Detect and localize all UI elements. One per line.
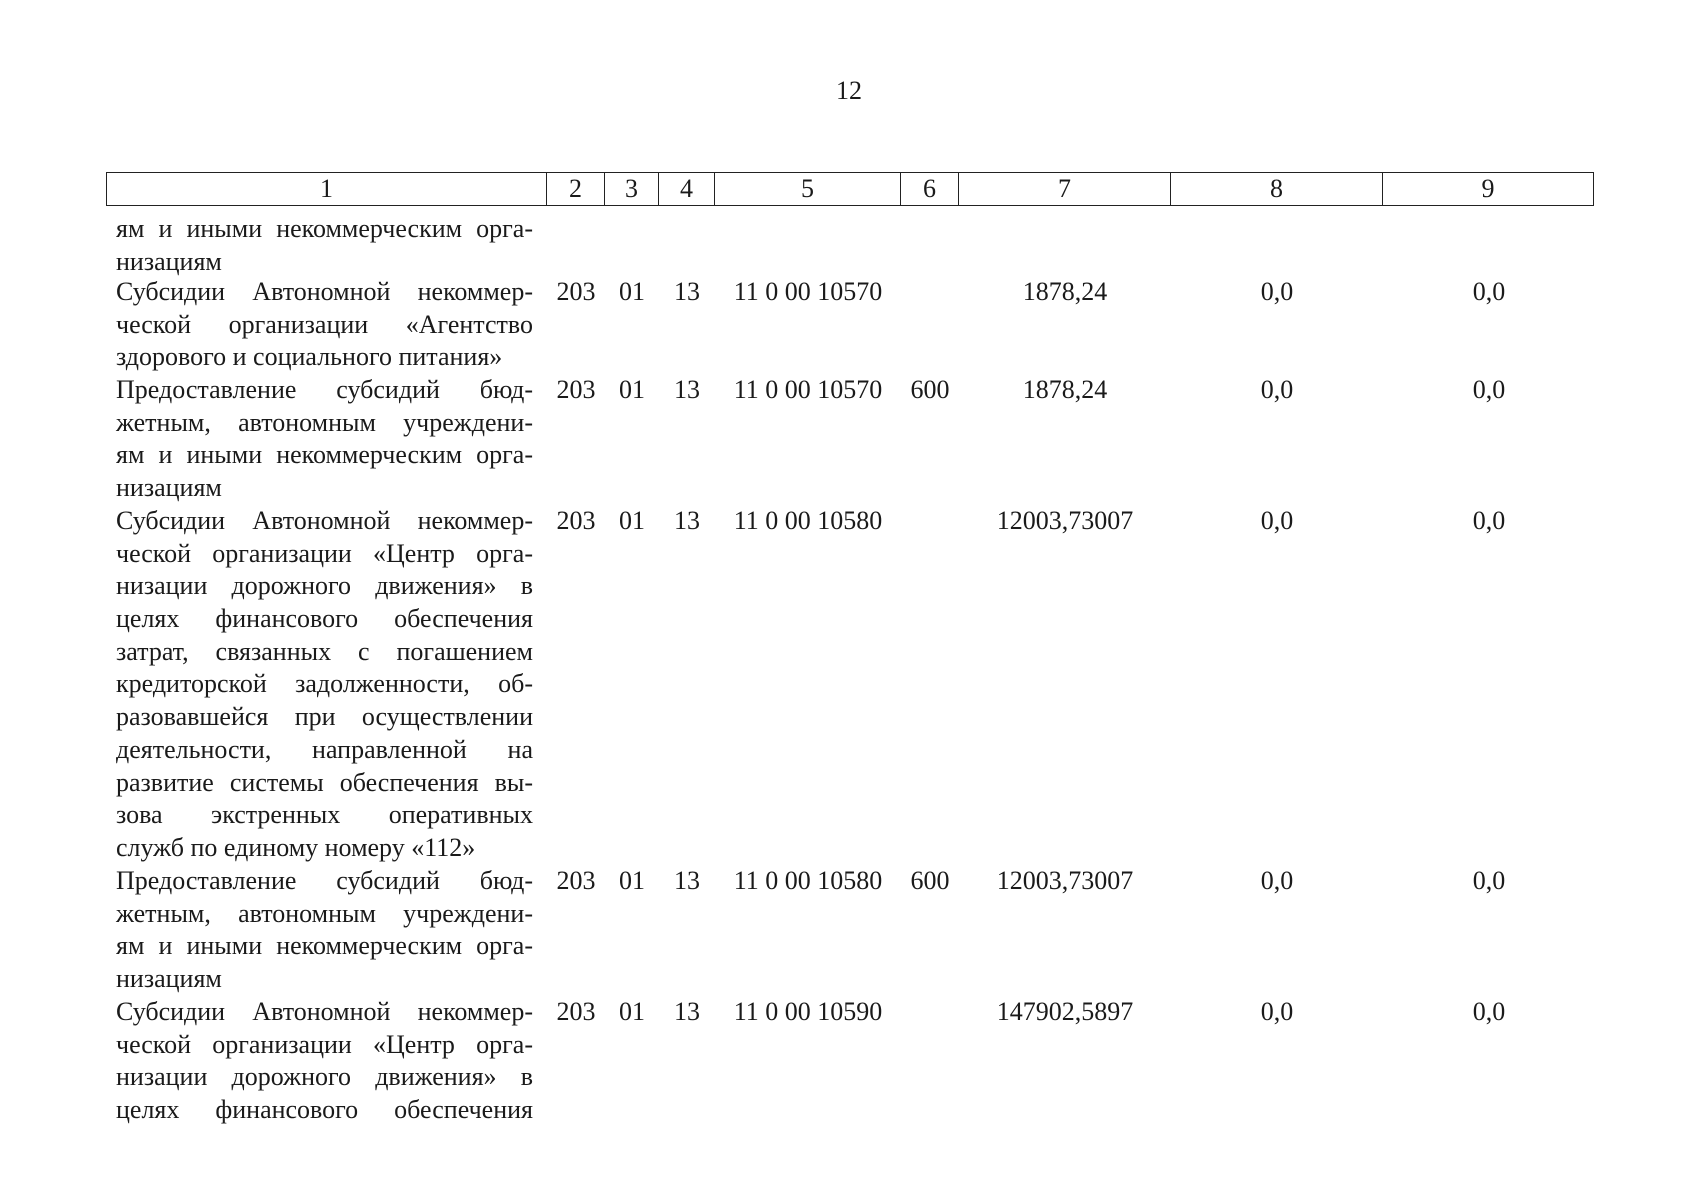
cell-col-6: 600 [910, 375, 950, 404]
description-line: низации дорожного движения» в [116, 571, 533, 601]
header-col-4: 4 [659, 173, 715, 206]
header-col-7: 7 [959, 173, 1171, 206]
cell-col-2: 203 [556, 866, 596, 895]
description-line: затрат, связанных с погашением [116, 636, 533, 666]
cell-col-8: 0,0 [1260, 866, 1294, 895]
cell-col-7: 1878,24 [1022, 277, 1108, 306]
cell-col-7: 1878,24 [1022, 375, 1108, 404]
cell-col-9: 0,0 [1472, 506, 1506, 535]
description-line: служб по единому номеру «112» [116, 832, 476, 862]
cell-col-7: 147902,5897 [996, 997, 1134, 1026]
description-line: ям и иными некоммерческим орга- [116, 214, 533, 243]
header-col-2: 2 [547, 173, 605, 206]
description-line: Субсидии Автономной некоммер- [116, 506, 533, 535]
description-line: Субсидии Автономной некоммер- [116, 997, 533, 1026]
row-description [116, 374, 533, 505]
cell-col-7: 12003,73007 [996, 506, 1134, 535]
cell-col-9: 0,0 [1472, 866, 1506, 895]
cell-col-4: 13 [674, 277, 700, 306]
cell-col-2: 203 [556, 375, 596, 404]
description-line: здорового и социального питания» [116, 342, 503, 372]
cell-col-5: 11 0 00 10590 [733, 997, 883, 1026]
description-line: низациям [116, 964, 222, 994]
cell-col-4: 13 [674, 506, 700, 535]
header-col-6: 6 [901, 173, 959, 206]
description-line: низациям [116, 246, 222, 276]
cell-col-3: 01 [619, 997, 645, 1026]
description-line: жетным, автономным учреждени- [116, 407, 533, 437]
cell-col-5: 11 0 00 10580 [733, 506, 883, 535]
description-line: ям и иными некоммерческим орга- [116, 931, 533, 961]
description-line: низациям [116, 473, 222, 503]
cell-col-9: 0,0 [1472, 277, 1506, 306]
description-line: целях финансового обеспечения [116, 604, 533, 634]
row-description [116, 865, 533, 996]
description-line: Субсидии Автономной некоммер- [116, 277, 533, 306]
description-line: целях финансового обеспечения [116, 1095, 533, 1125]
cell-col-3: 01 [619, 277, 645, 306]
page-number: 12 [836, 76, 862, 105]
cell-col-5: 11 0 00 10580 [733, 866, 883, 895]
description-line: деятельности, направленной на [116, 734, 533, 764]
cell-col-8: 0,0 [1260, 506, 1294, 535]
description-line: жетным, автономным учреждени- [116, 898, 533, 928]
cell-col-8: 0,0 [1260, 277, 1294, 306]
cell-col-4: 13 [674, 375, 700, 404]
cell-col-2: 203 [556, 997, 596, 1026]
description-line: Предоставление субсидий бюд- [116, 375, 533, 404]
row-description [116, 213, 533, 278]
description-line: ческой организации «Центр орга- [116, 1029, 533, 1059]
header-col-5: 5 [715, 173, 901, 206]
header-col-8: 8 [1171, 173, 1383, 206]
description-line: зова экстренных оперативных [116, 800, 533, 830]
description-line: ческой организации «Агентство [116, 309, 533, 339]
cell-col-4: 13 [674, 997, 700, 1026]
row-description [116, 996, 533, 1127]
description-line: ям и иными некоммерческим орга- [116, 440, 533, 470]
header-row [107, 173, 1594, 206]
cell-col-3: 01 [619, 375, 645, 404]
cell-col-2: 203 [556, 506, 596, 535]
description-line: кредиторской задолженности, об- [116, 669, 533, 699]
cell-col-7: 12003,73007 [996, 866, 1134, 895]
header-col-3: 3 [605, 173, 659, 206]
cell-col-9: 0,0 [1472, 375, 1506, 404]
cell-col-8: 0,0 [1260, 375, 1294, 404]
cell-col-3: 01 [619, 506, 645, 535]
description-line: разовавшейся при осуществлении [116, 702, 533, 732]
cell-col-4: 13 [674, 866, 700, 895]
description-line: ческой организации «Центр орга- [116, 538, 533, 568]
description-line: развитие системы обеспечения вы- [116, 767, 533, 797]
description-line: низации дорожного движения» в [116, 1062, 533, 1092]
header-col-1: 1 [107, 173, 547, 206]
cell-col-6: 600 [910, 866, 950, 895]
header-col-9: 9 [1383, 173, 1594, 206]
cell-col-2: 203 [556, 277, 596, 306]
description-line: Предоставление субсидий бюд- [116, 866, 533, 895]
cell-col-8: 0,0 [1260, 997, 1294, 1026]
cell-col-5: 11 0 00 10570 [733, 277, 883, 306]
row-description [116, 505, 533, 865]
column-header-table [106, 172, 1594, 206]
cell-col-9: 0,0 [1472, 997, 1506, 1026]
cell-col-5: 11 0 00 10570 [733, 375, 883, 404]
row-description [116, 276, 533, 374]
cell-col-3: 01 [619, 866, 645, 895]
